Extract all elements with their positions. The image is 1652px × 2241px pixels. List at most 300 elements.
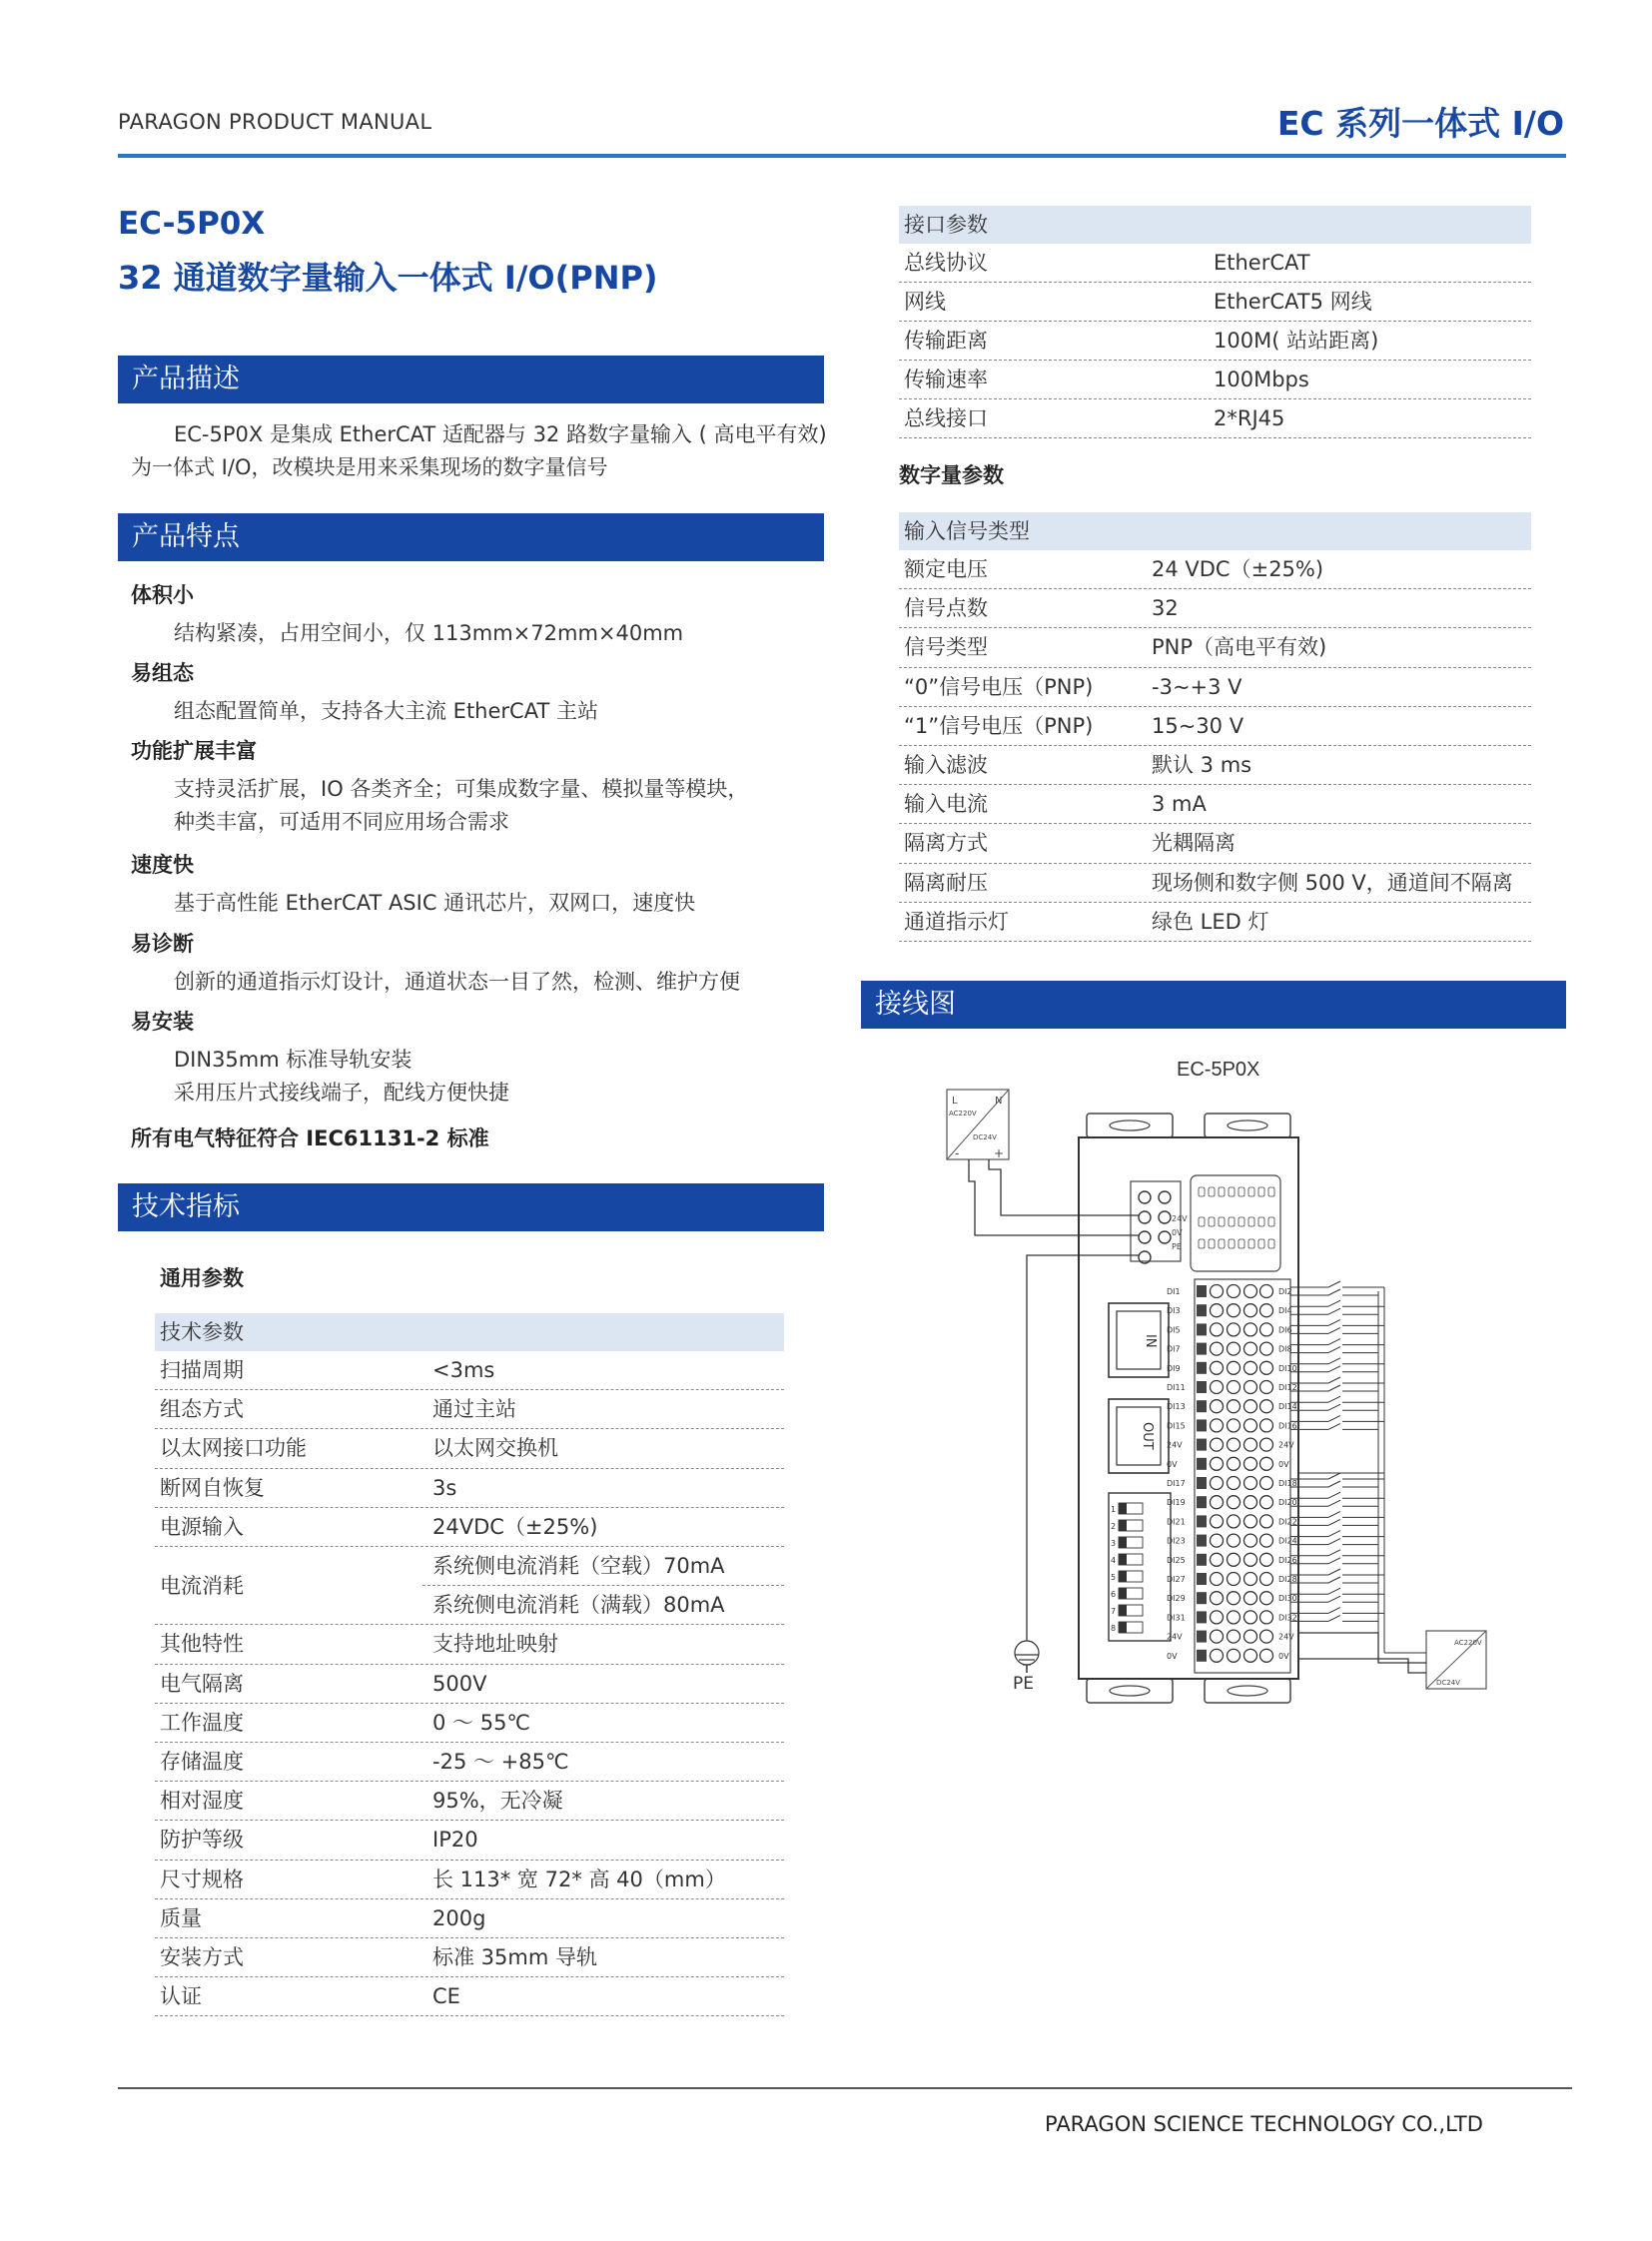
terminal-label-left: DI7	[1167, 1344, 1181, 1354]
param-name: 相对湿度	[160, 1789, 244, 1814]
dip-number: 4	[1111, 1556, 1117, 1565]
param-value: 系统侧电流消耗（空载）70mA	[432, 1554, 725, 1578]
terminal-screw	[1211, 1611, 1224, 1624]
switch-contact	[1328, 1577, 1340, 1583]
table-row	[899, 361, 1531, 399]
dip-lever	[1119, 1588, 1127, 1599]
terminal-screw	[1228, 1534, 1240, 1547]
terminal-screw	[1260, 1649, 1273, 1662]
terminal-screw	[1228, 1515, 1240, 1528]
terminal-label-right: DI4	[1278, 1306, 1292, 1316]
table-row	[899, 628, 1531, 667]
terminal-clip	[1197, 1554, 1207, 1566]
terminal-clip	[1197, 1323, 1207, 1335]
table-row	[155, 1782, 784, 1821]
led-indicator	[1239, 1187, 1244, 1196]
terminal-label-left: DI11	[1167, 1383, 1186, 1392]
param-value: 通过主站	[432, 1397, 516, 1422]
led-indicator	[1258, 1217, 1264, 1226]
feature-title: 易组态	[131, 661, 194, 685]
param-value: 默认 3 ms	[1152, 753, 1252, 777]
table-row	[155, 1665, 784, 1704]
switch-contact	[1328, 1385, 1340, 1391]
svg-text:PE: PE	[1172, 1242, 1182, 1251]
terminal-clip	[1197, 1515, 1207, 1527]
table-row	[155, 1821, 784, 1860]
terminal-label-right: 24V	[1278, 1440, 1294, 1450]
param-value: 100Mbps	[1214, 368, 1309, 391]
product-code: EC-5P0X	[118, 206, 266, 242]
terminal-screw	[1244, 1342, 1257, 1355]
switch-contact	[1328, 1473, 1340, 1479]
manual-title: PARAGON PRODUCT MANUAL	[118, 110, 432, 134]
terminal-screw	[1211, 1649, 1224, 1662]
param-name: 电源输入	[160, 1514, 244, 1539]
dip-lever	[1119, 1622, 1127, 1633]
terminal-label-left: 24V	[1167, 1440, 1183, 1450]
switch-contact	[1328, 1615, 1340, 1621]
led-indicator	[1219, 1239, 1225, 1248]
led-indicator	[1268, 1187, 1274, 1196]
terminal-label-left: DI25	[1167, 1555, 1186, 1565]
terminal-label-right: DI8	[1278, 1344, 1292, 1354]
terminal-clip	[1197, 1458, 1207, 1470]
terminal-label-right: DI18	[1278, 1479, 1297, 1488]
led-indicator	[1199, 1217, 1205, 1226]
terminal-clip	[1197, 1381, 1207, 1393]
led-indicator	[1268, 1217, 1274, 1226]
switch-contact	[1328, 1519, 1340, 1525]
terminal-label-right: DI30	[1278, 1594, 1297, 1604]
led-indicator	[1199, 1187, 1205, 1196]
section-features: 产品特点	[118, 513, 824, 561]
param-value: 系统侧电流消耗（满载）80mA	[432, 1593, 725, 1618]
feature-title: 易诊断	[131, 932, 194, 956]
switch-contact	[1328, 1300, 1340, 1306]
terminal-screw	[1260, 1381, 1273, 1394]
svg-text:0V: 0V	[1172, 1228, 1183, 1237]
terminal-clip	[1197, 1362, 1207, 1374]
switch-contact	[1328, 1539, 1340, 1545]
terminal-screw	[1244, 1361, 1257, 1374]
terminal-screw	[1211, 1285, 1224, 1298]
terminal-screw	[1244, 1611, 1257, 1624]
param-name: 信号类型	[904, 635, 988, 660]
terminal-screw	[1244, 1515, 1257, 1528]
terminal-label-left: DI15	[1167, 1421, 1186, 1431]
terminal-clip	[1197, 1535, 1207, 1547]
terminal-clip	[1197, 1631, 1207, 1643]
feature-text: 创新的通道指示灯设计，通道状态一目了然，检测、维护方便	[174, 970, 740, 994]
param-value: EtherCAT5 网线	[1214, 290, 1372, 314]
terminal-screw	[1244, 1304, 1257, 1317]
dip-number: 7	[1111, 1607, 1117, 1616]
table-row	[155, 1390, 784, 1429]
param-value: 绿色 LED 灯	[1152, 909, 1269, 934]
compliance-note: 所有电气特征符合 IEC61131-2 标准	[131, 1126, 489, 1150]
param-value: 24 VDC（±25%)	[1152, 557, 1324, 581]
terminal-label-left: DI31	[1167, 1613, 1186, 1623]
terminal-label-left: DI19	[1167, 1498, 1186, 1508]
terminal-screw	[1260, 1419, 1273, 1432]
terminal-screw	[1260, 1515, 1273, 1528]
terminal-clip	[1197, 1477, 1207, 1489]
row-divider	[422, 1585, 784, 1586]
svg-text:DC24V: DC24V	[973, 1133, 997, 1141]
digital-params-header: 输入信号类型	[899, 512, 1531, 550]
switch-contact	[1328, 1415, 1340, 1421]
led-indicator	[1248, 1187, 1254, 1196]
terminal-label-left: DI23	[1167, 1536, 1186, 1546]
terminal-screw	[1228, 1573, 1240, 1586]
terminal-clip	[1197, 1400, 1207, 1412]
terminal-screw	[1244, 1477, 1257, 1490]
terminal-screw	[1228, 1419, 1240, 1432]
led-indicator	[1258, 1187, 1264, 1196]
terminal-clip	[1197, 1592, 1207, 1604]
switch-contact	[1328, 1550, 1340, 1556]
led-indicator	[1199, 1239, 1205, 1248]
param-name: 总线接口	[904, 406, 988, 430]
terminal-label-right: DI26	[1278, 1555, 1297, 1565]
table-row	[899, 785, 1531, 824]
terminal-label-right: DI20	[1278, 1498, 1297, 1508]
param-value: 支持地址映射	[432, 1632, 558, 1657]
param-name: 工作温度	[160, 1710, 244, 1735]
table-row	[899, 668, 1531, 707]
terminal-label-left: 24V	[1167, 1632, 1183, 1642]
param-name: 存储温度	[160, 1750, 244, 1774]
dip-number: 6	[1111, 1590, 1117, 1599]
param-value: 0 ～ 55℃	[432, 1710, 531, 1735]
terminal-screw	[1228, 1592, 1240, 1605]
series-title: EC 系列一体式 I/O	[1276, 104, 1564, 143]
switch-contact	[1328, 1558, 1340, 1564]
terminal-label-right: DI14	[1278, 1402, 1297, 1412]
led-indicator	[1229, 1217, 1235, 1226]
switch-contact	[1328, 1319, 1340, 1325]
switch-contact	[1328, 1308, 1340, 1314]
terminal-screw	[1211, 1342, 1224, 1355]
switch-contact	[1328, 1423, 1340, 1429]
switch-contact	[1328, 1481, 1340, 1487]
dip-number: 8	[1111, 1624, 1117, 1633]
svg-text:OUT: OUT	[1140, 1422, 1155, 1450]
terminal-screw	[1211, 1323, 1224, 1336]
switch-contact	[1328, 1358, 1340, 1364]
terminal-screw	[1228, 1285, 1240, 1298]
switch-contact	[1328, 1366, 1340, 1372]
terminal-screw	[1211, 1361, 1224, 1374]
led-indicator	[1239, 1217, 1244, 1226]
dip-number: 1	[1111, 1505, 1117, 1514]
footer-divider	[118, 2087, 1572, 2089]
param-value: 现场侧和数字侧 500 V，通道间不隔离	[1152, 870, 1513, 895]
terminal-screw	[1228, 1457, 1240, 1470]
terminal-screw	[1228, 1361, 1240, 1374]
param-name: 信号点数	[904, 596, 988, 621]
feature-text: 采用压片式接线端子，配线方便快捷	[174, 1081, 509, 1105]
switch-contact	[1328, 1347, 1340, 1353]
switch-contact	[1328, 1596, 1340, 1602]
param-value: 500V	[432, 1671, 487, 1696]
led-indicator	[1219, 1187, 1225, 1196]
table-row	[899, 283, 1531, 322]
param-value: PNP（高电平有效)	[1152, 635, 1327, 660]
terminal-label-right: DI6	[1278, 1325, 1292, 1335]
table-row	[899, 399, 1531, 438]
terminal-screw	[1244, 1438, 1257, 1451]
dip-number: 2	[1111, 1522, 1117, 1531]
terminal-screw	[1211, 1553, 1224, 1566]
feature-text: DIN35mm 标准导轨安装	[174, 1048, 413, 1072]
led-indicator	[1219, 1217, 1225, 1226]
table-row	[155, 1469, 784, 1508]
param-value: 100M( 站站距离)	[1214, 329, 1379, 353]
terminal-screw	[1211, 1496, 1224, 1509]
terminal-label-right: DI16	[1278, 1421, 1297, 1431]
terminal-screw	[1211, 1515, 1224, 1528]
table-row	[155, 1704, 784, 1743]
ground-symbol	[1013, 1641, 1039, 1694]
terminal-label-right: DI10	[1278, 1363, 1297, 1373]
terminal-screw	[1211, 1381, 1224, 1394]
table-row	[155, 1899, 784, 1938]
feature-title: 体积小	[131, 583, 194, 607]
switch-contact	[1328, 1531, 1340, 1537]
led-indicator	[1229, 1239, 1235, 1248]
param-name: “1”信号电压（PNP)	[904, 713, 1094, 738]
led-indicator	[1209, 1187, 1215, 1196]
table-row	[899, 707, 1531, 746]
terminal-screw	[1211, 1592, 1224, 1605]
svg-text:24V: 24V	[1172, 1214, 1188, 1223]
param-value: 200g	[432, 1905, 486, 1930]
param-name: 扫描周期	[160, 1358, 244, 1382]
table-row	[899, 746, 1531, 785]
svg-text:IN: IN	[1143, 1334, 1158, 1348]
terminal-screw	[1244, 1323, 1257, 1336]
terminal-screw	[1211, 1400, 1224, 1413]
terminal-label-right: 0V	[1278, 1459, 1289, 1469]
terminal-clip	[1197, 1439, 1207, 1451]
dip-lever	[1119, 1571, 1127, 1582]
table-row	[899, 903, 1531, 942]
param-name: 额定电压	[904, 557, 988, 581]
switch-contact	[1328, 1569, 1340, 1575]
section-wiring: 接线图	[861, 981, 1566, 1029]
terminal-screw	[1260, 1361, 1273, 1374]
terminal-screw	[1244, 1457, 1257, 1470]
terminal-screw	[1211, 1304, 1224, 1317]
param-value: 光耦隔离	[1152, 831, 1236, 856]
param-value: 长 113* 宽 72* 高 40（mm）	[432, 1867, 726, 1891]
switch-contact	[1328, 1500, 1340, 1506]
terminal-screw	[1228, 1381, 1240, 1394]
terminal-label-left: DI5	[1167, 1325, 1181, 1335]
terminal-screw	[1244, 1285, 1257, 1298]
param-value: <3ms	[432, 1358, 495, 1382]
terminal-screw	[1228, 1477, 1240, 1490]
terminal-clip	[1197, 1304, 1207, 1316]
terminal-screw	[1260, 1285, 1273, 1298]
psu-right	[1426, 1631, 1486, 1689]
terminal-screw	[1260, 1592, 1273, 1605]
section-description: 产品描述	[118, 356, 824, 403]
terminal-screw	[1260, 1342, 1273, 1355]
feature-text: 组态配置简单，支持各大主流 EtherCAT 主站	[174, 699, 598, 723]
param-value: 24VDC（±25%)	[432, 1514, 598, 1539]
param-name: 网线	[904, 290, 946, 314]
terminal-label-left: 0V	[1167, 1459, 1178, 1469]
table-row	[899, 864, 1531, 903]
led-indicator	[1248, 1217, 1254, 1226]
terminal-label-left: DI27	[1167, 1575, 1186, 1584]
terminal-screw	[1244, 1534, 1257, 1547]
table-row	[155, 1977, 784, 2016]
svg-text:L: L	[952, 1096, 958, 1107]
terminal-clip	[1197, 1650, 1207, 1662]
led-indicator	[1229, 1187, 1235, 1196]
footer-company: PARAGON SCIENCE TECHNOLOGY CO.,LTD	[1045, 2112, 1483, 2136]
terminal-screw	[1244, 1381, 1257, 1394]
terminal-label-left: DI21	[1167, 1517, 1186, 1527]
description-line-2: 为一体式 I/O，改模块是用来采集现场的数字量信号	[131, 455, 608, 479]
terminal-screw	[1228, 1400, 1240, 1413]
terminal-screw	[1244, 1553, 1257, 1566]
switch-contact	[1328, 1588, 1340, 1594]
param-name: 输入滤波	[904, 753, 988, 777]
switch-contact	[1328, 1289, 1340, 1295]
terminal-screw	[1260, 1304, 1273, 1317]
terminal-screw	[1211, 1438, 1224, 1451]
param-name: 传输距离	[904, 329, 988, 353]
param-name: 通道指示灯	[904, 909, 1009, 934]
dip-number: 5	[1111, 1573, 1117, 1582]
terminal-clip	[1197, 1343, 1207, 1355]
param-name: 以太网接口功能	[160, 1436, 307, 1461]
switch-contact	[1328, 1404, 1340, 1410]
terminal-screw	[1211, 1534, 1224, 1547]
param-value: EtherCAT	[1214, 251, 1310, 275]
switch-contact	[1328, 1339, 1340, 1345]
param-value: 2*RJ45	[1214, 406, 1285, 430]
terminal-screw	[1244, 1649, 1257, 1662]
terminal-screw	[1228, 1630, 1240, 1643]
feature-text: 种类丰富，可适用不同应用场合需求	[174, 810, 509, 834]
feature-title: 易安装	[131, 1010, 194, 1034]
param-value: 3 mA	[1152, 792, 1207, 817]
terminal-screw	[1211, 1573, 1224, 1586]
table-row	[155, 1429, 784, 1468]
feature-text: 支持灵活扩展，IO 各类齐全；可集成数字量、模拟量等模块，	[174, 777, 749, 801]
table-row	[899, 550, 1531, 589]
switch-contact	[1328, 1377, 1340, 1383]
terminal-screw	[1228, 1342, 1240, 1355]
terminal-label-right: 0V	[1278, 1651, 1289, 1661]
terminal-screw	[1228, 1304, 1240, 1317]
terminal-screw	[1228, 1496, 1240, 1509]
terminal-screw	[1260, 1400, 1273, 1413]
general-params-title: 通用参数	[160, 1266, 244, 1290]
terminal-clip	[1197, 1573, 1207, 1585]
terminal-screw	[1260, 1438, 1273, 1451]
terminal-label-left: DI3	[1167, 1306, 1181, 1316]
table-row	[155, 1938, 784, 1977]
led-indicator	[1209, 1217, 1215, 1226]
input-switches	[1290, 1281, 1426, 1653]
table-row	[155, 1547, 784, 1625]
table-row	[155, 1625, 784, 1664]
interface-params-header: 接口参数	[899, 206, 1531, 244]
psu-left	[947, 1090, 1009, 1160]
terminal-screw	[1260, 1573, 1273, 1586]
led-indicator	[1258, 1239, 1264, 1248]
dip-number: 3	[1111, 1539, 1117, 1548]
svg-text:AC220V: AC220V	[1454, 1639, 1482, 1647]
general-params-header: 技术参数	[155, 1313, 784, 1351]
svg-text:-: -	[955, 1146, 960, 1160]
header-divider	[118, 154, 1566, 158]
param-name: 尺寸规格	[160, 1867, 244, 1891]
param-value: 3s	[432, 1475, 457, 1500]
led-indicator	[1209, 1239, 1215, 1248]
table-row	[155, 1351, 784, 1390]
terminal-screw	[1260, 1534, 1273, 1547]
param-name: 隔离耐压	[904, 870, 988, 895]
led-indicator	[1248, 1239, 1254, 1248]
param-name: 质量	[160, 1905, 202, 1930]
wiring-diagram	[909, 1054, 1508, 1733]
terminal-label-left: DI13	[1167, 1402, 1186, 1412]
terminal-screw	[1244, 1400, 1257, 1413]
feature-title: 速度快	[131, 853, 194, 877]
terminal-screw	[1228, 1438, 1240, 1451]
param-name: “0”信号电压（PNP)	[904, 674, 1094, 699]
table-row	[899, 824, 1531, 863]
description-line-1: EC-5P0X 是集成 EtherCAT 适配器与 32 路数字量输入 ( 高电平有效)	[174, 422, 827, 446]
param-value: 以太网交换机	[432, 1436, 558, 1461]
terminal-clip	[1197, 1611, 1207, 1623]
dip-lever	[1119, 1503, 1127, 1514]
terminal-label-right: DI12	[1278, 1383, 1297, 1392]
param-name: 隔离方式	[904, 831, 988, 856]
terminal-screw	[1244, 1592, 1257, 1605]
terminal-label-right: DI22	[1278, 1517, 1297, 1527]
terminal-screw	[1260, 1457, 1273, 1470]
param-value: -25 ～ +85℃	[432, 1750, 569, 1774]
param-value: 15~30 V	[1152, 713, 1244, 738]
table-row	[155, 1861, 784, 1899]
led-indicator	[1239, 1239, 1244, 1248]
terminal-clip	[1197, 1419, 1207, 1431]
param-name: 电流消耗	[160, 1574, 244, 1598]
terminal-label-left: 0V	[1167, 1651, 1178, 1661]
param-name: 其他特性	[160, 1632, 244, 1657]
svg-text:N: N	[995, 1096, 1003, 1107]
table-row	[899, 322, 1531, 361]
param-name: 电气隔离	[160, 1671, 244, 1696]
param-value: 32	[1152, 596, 1179, 621]
param-name: 传输速率	[904, 368, 988, 391]
terminal-screw	[1260, 1323, 1273, 1336]
table-row	[899, 589, 1531, 628]
param-name: 总线协议	[904, 251, 988, 275]
terminal-screw	[1260, 1496, 1273, 1509]
param-value: 标准 35mm 导轨	[432, 1945, 597, 1969]
param-name: 断网自恢复	[160, 1475, 265, 1500]
terminal-label-right: DI2	[1278, 1287, 1292, 1296]
